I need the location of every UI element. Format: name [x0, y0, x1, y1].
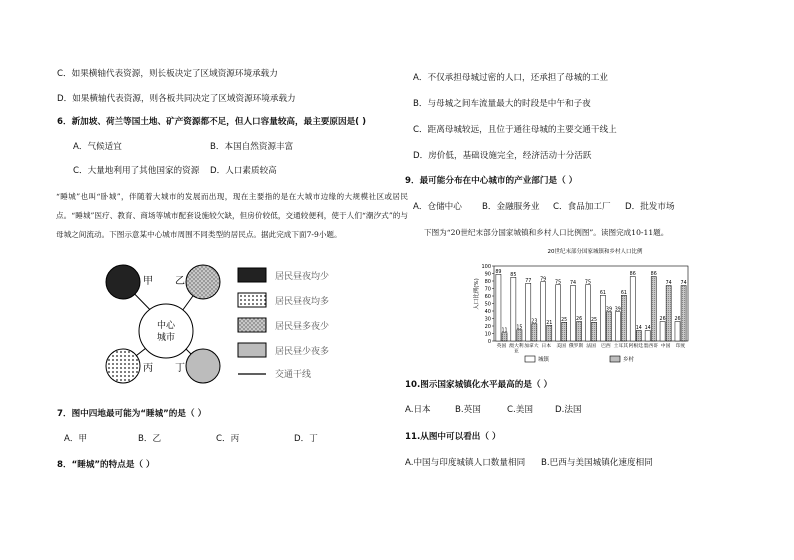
question-10: 10.图示国家城镇化水平最高的是（ ）: [405, 380, 553, 390]
data-label: 61: [599, 290, 606, 296]
q9-option-b: B．金融服务业: [482, 202, 540, 212]
question-6: 6．新加坡、荷兰等国土地、矿产资源都不足，但人口容量较高，最主要原因是( ): [57, 117, 367, 127]
legend-text-4: 居民昼少夜多: [275, 347, 330, 357]
legend-text-2: 居民昼夜均多: [275, 297, 330, 307]
y-tick-label: 40: [484, 308, 491, 315]
bar-城镇: [645, 331, 650, 342]
q6-option-a: A．气候适宜: [73, 142, 122, 152]
question-7: 7．图中四地最可能为“睡城”的是（ ）: [57, 409, 207, 419]
question-9: 9．最可能分布在中心城市的产业部门是（ ）: [405, 176, 578, 186]
bar-乡村: [517, 330, 522, 341]
legend-swatch-3: [238, 318, 266, 332]
q11-option-b: B.巴西与美国城镇化速度相同: [541, 458, 653, 468]
option-d-line: D．如果横轴代表资源，则各板共同决定了区域资源环境承载力: [57, 94, 296, 104]
bar-城镇: [541, 282, 546, 341]
legend-swatch-2: [238, 293, 266, 307]
bar-城镇: [660, 322, 665, 342]
bar-乡村: [651, 277, 656, 342]
y-tick-label: 100: [481, 263, 491, 270]
legend-swatch-4: [238, 343, 266, 357]
bar-乡村: [636, 331, 641, 342]
data-label: 85: [510, 272, 517, 278]
q6-option-b: B．本国自然资源丰富: [210, 142, 294, 152]
q8-option-c: C．距离母城较远，且位于通往母城的主要交通干线上: [413, 125, 617, 135]
bar-乡村: [547, 325, 552, 341]
q8-option-a: A．不仅承担母城过密的人口，还承担了母城的工业: [413, 73, 608, 83]
data-label: 25: [590, 317, 598, 323]
q7-option-d: D．丁: [294, 434, 318, 444]
q10-option-c: C.美国: [507, 405, 533, 415]
data-label: 61: [620, 290, 627, 296]
central-city: [139, 304, 193, 358]
category-label: 美国: [556, 344, 566, 349]
bar-城镇: [571, 286, 576, 342]
bar-城镇: [585, 285, 590, 341]
category-label: 俄罗斯: [568, 344, 584, 349]
legend-text-3: 居民昼多夜少: [275, 322, 330, 332]
bar-城镇: [630, 277, 635, 342]
q6-option-c: C．大量地利用了其他国家的资源: [73, 166, 200, 176]
q7-option-b: B．乙: [138, 434, 162, 444]
population-chart: [470, 244, 700, 364]
y-tick-label: 80: [484, 278, 491, 285]
category-label: 加拿大: [524, 344, 539, 349]
category-label: 亚: [513, 349, 519, 355]
data-label: 74: [665, 281, 672, 286]
q9-option-d: D．批发市场: [625, 202, 675, 212]
y-tick-label: 50: [484, 301, 491, 308]
settlement-ding: [186, 349, 220, 383]
chart-ylabel: 人口比例(%): [474, 278, 480, 310]
data-label: 21: [546, 320, 553, 326]
legend-urban-text: 城镇: [538, 357, 550, 363]
y-tick-label: 70: [484, 286, 491, 293]
data-label: 86: [650, 272, 657, 277]
option-c-line: C．如果横轴代表资源，则长板决定了区域资源环境承载力: [57, 69, 278, 79]
bar-乡村: [592, 322, 597, 341]
passage-sleep-city: “睡城”也叫“卧城”，伴随着大城市的发展而出现，现在主要指的是在大城市边缘的大规模社区或居民点。“睡城”医疗、教育、商场等城市配套设施较欠缺，但房价较低，交通较便利，使于人们“潮汐式”的与母城之间流动。下图示意某中心城市周围不同类型的居民点。据此完成下面7-9小题。: [56, 192, 408, 239]
legend-rural-text: 乡村: [623, 357, 635, 363]
y-tick-label: 10: [484, 331, 491, 338]
data-label: 15: [516, 325, 523, 331]
category-label: 澳大利: [509, 344, 524, 349]
y-tick-label: 0: [487, 338, 491, 345]
bar-城镇: [675, 322, 680, 342]
data-label: 26: [659, 317, 666, 322]
category-label: 阿根廷: [628, 344, 643, 349]
legend-text-1: 居民昼夜均少: [275, 272, 330, 282]
legend-rural-swatch: [610, 356, 620, 362]
center-label-1: 中心: [156, 321, 176, 331]
category-label: 印度: [675, 344, 686, 349]
bar-乡村: [577, 322, 582, 342]
bar-城镇: [615, 312, 620, 341]
data-label: 39: [614, 307, 621, 313]
legend-swatch-1: [238, 268, 266, 282]
legend-text-5: 交通干线: [275, 370, 312, 380]
label-ding: 丁: [175, 363, 185, 374]
bar-乡村: [606, 312, 611, 341]
q7-option-c: C．丙: [216, 434, 240, 444]
category-label: 法国: [586, 344, 596, 349]
data-label: 89: [495, 269, 502, 275]
q8-option-b: B．与母城之间车流量最大的时段是中午和子夜: [413, 99, 591, 109]
q8-option-d: D．房价低，基础设施完全，经济活动十分活跃: [413, 151, 592, 161]
chart-title: 20世纪末部分国家城镇和乡村人口比例: [547, 249, 643, 255]
data-label: 75: [555, 280, 562, 286]
q9-option-a: A．仓储中心: [413, 202, 462, 212]
bar-城镇: [511, 277, 516, 341]
label-jia: 甲: [143, 276, 153, 287]
settlement-bing: [106, 349, 140, 383]
category-label: 巴西: [601, 344, 611, 349]
data-label: 11: [501, 328, 508, 334]
category-label: 中国: [660, 344, 671, 349]
bar-城镇: [600, 295, 605, 341]
data-label: 23: [531, 319, 538, 325]
data-label: 86: [629, 272, 636, 277]
settlement-diagram: [95, 262, 355, 387]
label-bing: 丙: [143, 363, 153, 374]
data-label: 39: [605, 307, 613, 313]
bar-乡村: [562, 322, 567, 341]
question-11: 11.从图中可以看出（ ）: [405, 432, 501, 442]
q10-option-d: D.法国: [555, 405, 582, 415]
y-tick-label: 20: [484, 323, 491, 330]
y-tick-label: 60: [484, 293, 491, 300]
bar-城镇: [526, 283, 531, 341]
data-label: 14: [635, 326, 642, 331]
bar-乡村: [621, 295, 626, 341]
q11-option-a: A.中国与印度城镇人口数量相同: [405, 458, 526, 468]
settlement-yi: [186, 265, 220, 299]
bar-城镇: [496, 274, 501, 341]
bar-乡村: [681, 286, 686, 342]
category-label: 土耳其: [613, 344, 629, 349]
label-yi: 乙: [175, 276, 185, 287]
data-label: 75: [584, 280, 592, 286]
question-8: 8．“睡城”的特点是（ ）: [57, 460, 155, 470]
data-label: 25: [561, 317, 568, 323]
settlement-jia: [106, 265, 140, 299]
bar-乡村: [502, 333, 507, 341]
chart-frame: [494, 266, 688, 341]
q10-option-a: A.日本: [405, 405, 431, 415]
bar-乡村: [532, 324, 537, 341]
category-label: 英国: [496, 344, 507, 349]
data-label: 26: [674, 317, 681, 322]
bar-城镇: [556, 285, 561, 341]
category-label: 日本: [541, 344, 552, 349]
chart-intro: 下图为“20世纪末部分国家城镇和乡村人口比例图”。读图完成10-11题。: [424, 228, 669, 237]
legend-urban-swatch: [525, 356, 535, 362]
q10-option-b: B.英国: [455, 405, 481, 415]
data-label: 14: [644, 326, 651, 331]
data-label: 74: [680, 281, 687, 286]
y-tick-label: 30: [484, 316, 491, 323]
data-label: 74: [569, 281, 577, 286]
q6-option-d: D．人口素质较高: [210, 166, 277, 176]
data-label: 26: [576, 317, 583, 322]
data-label: 77: [525, 278, 532, 284]
center-label-2: 城市: [156, 333, 176, 343]
y-tick-label: 90: [484, 271, 491, 278]
q7-option-a: A．甲: [64, 434, 88, 444]
category-label: 墨西哥: [643, 344, 658, 349]
q9-option-c: C．食品加工厂: [553, 202, 611, 212]
data-label: 79: [540, 277, 547, 283]
bar-乡村: [666, 286, 671, 342]
